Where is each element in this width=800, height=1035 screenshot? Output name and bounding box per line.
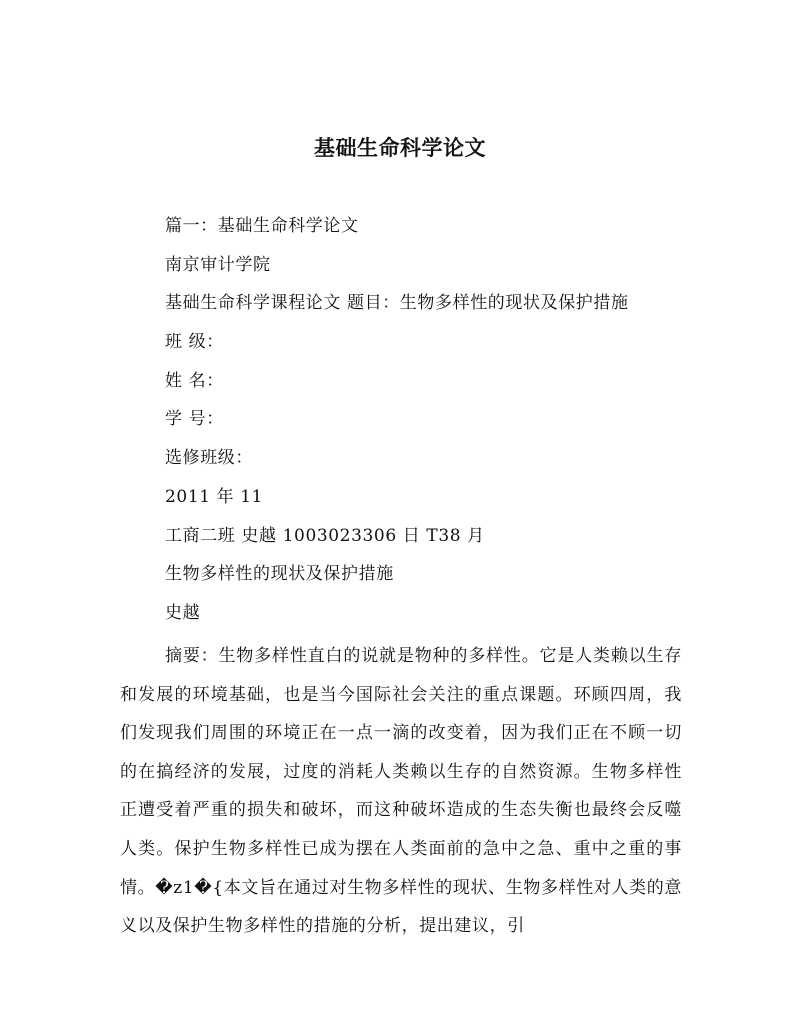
date-line: 2011 年 11 — [165, 487, 264, 507]
section-heading: 篇一：基础生命科学论文 — [165, 216, 359, 236]
institution-name: 南京审计学院 — [165, 255, 271, 275]
course-topic-line: 基础生命科学课程论文 题目：生物多样性的现状及保护措施 — [165, 293, 629, 313]
author-line: 史越 — [165, 603, 201, 623]
name-field: 姓 名： — [165, 371, 224, 391]
elective-class-field: 选修班级： — [165, 448, 253, 468]
student-info-line: 工商二班 史越 1003023306 日 T38 月 — [165, 526, 485, 546]
document-title: 基础生命科学论文 — [314, 136, 486, 160]
student-id-field: 学 号： — [165, 409, 224, 429]
abstract-paragraph: 摘要：生物多样性直白的说就是物种的多样性。它是人类赖以生存和发展的环境基础，也是当今国际社会关注的重点课题。环顾四周，我们发现我们周围的环境正在一点一滴的改变着，因为我们正在不顾一切的在搞经济的发展，过度的消耗人类赖以生存的自然资源。生物多样性正遭受着严重的损失和破坏，而这种破坏造成的生态失衡也最终会反噬人类。保护生物多样性已成为摆在人类面前的急中之急、重中之重的事情。�z1�{本文旨在通过对生物多样性的现状、生物多样性对人类的意义以及保护生物多样性的措施的分析，提出建议，引 — [120, 646, 682, 937]
class-field: 班 级： — [165, 332, 224, 352]
paper-title-line: 生物多样性的现状及保护措施 — [165, 564, 394, 584]
